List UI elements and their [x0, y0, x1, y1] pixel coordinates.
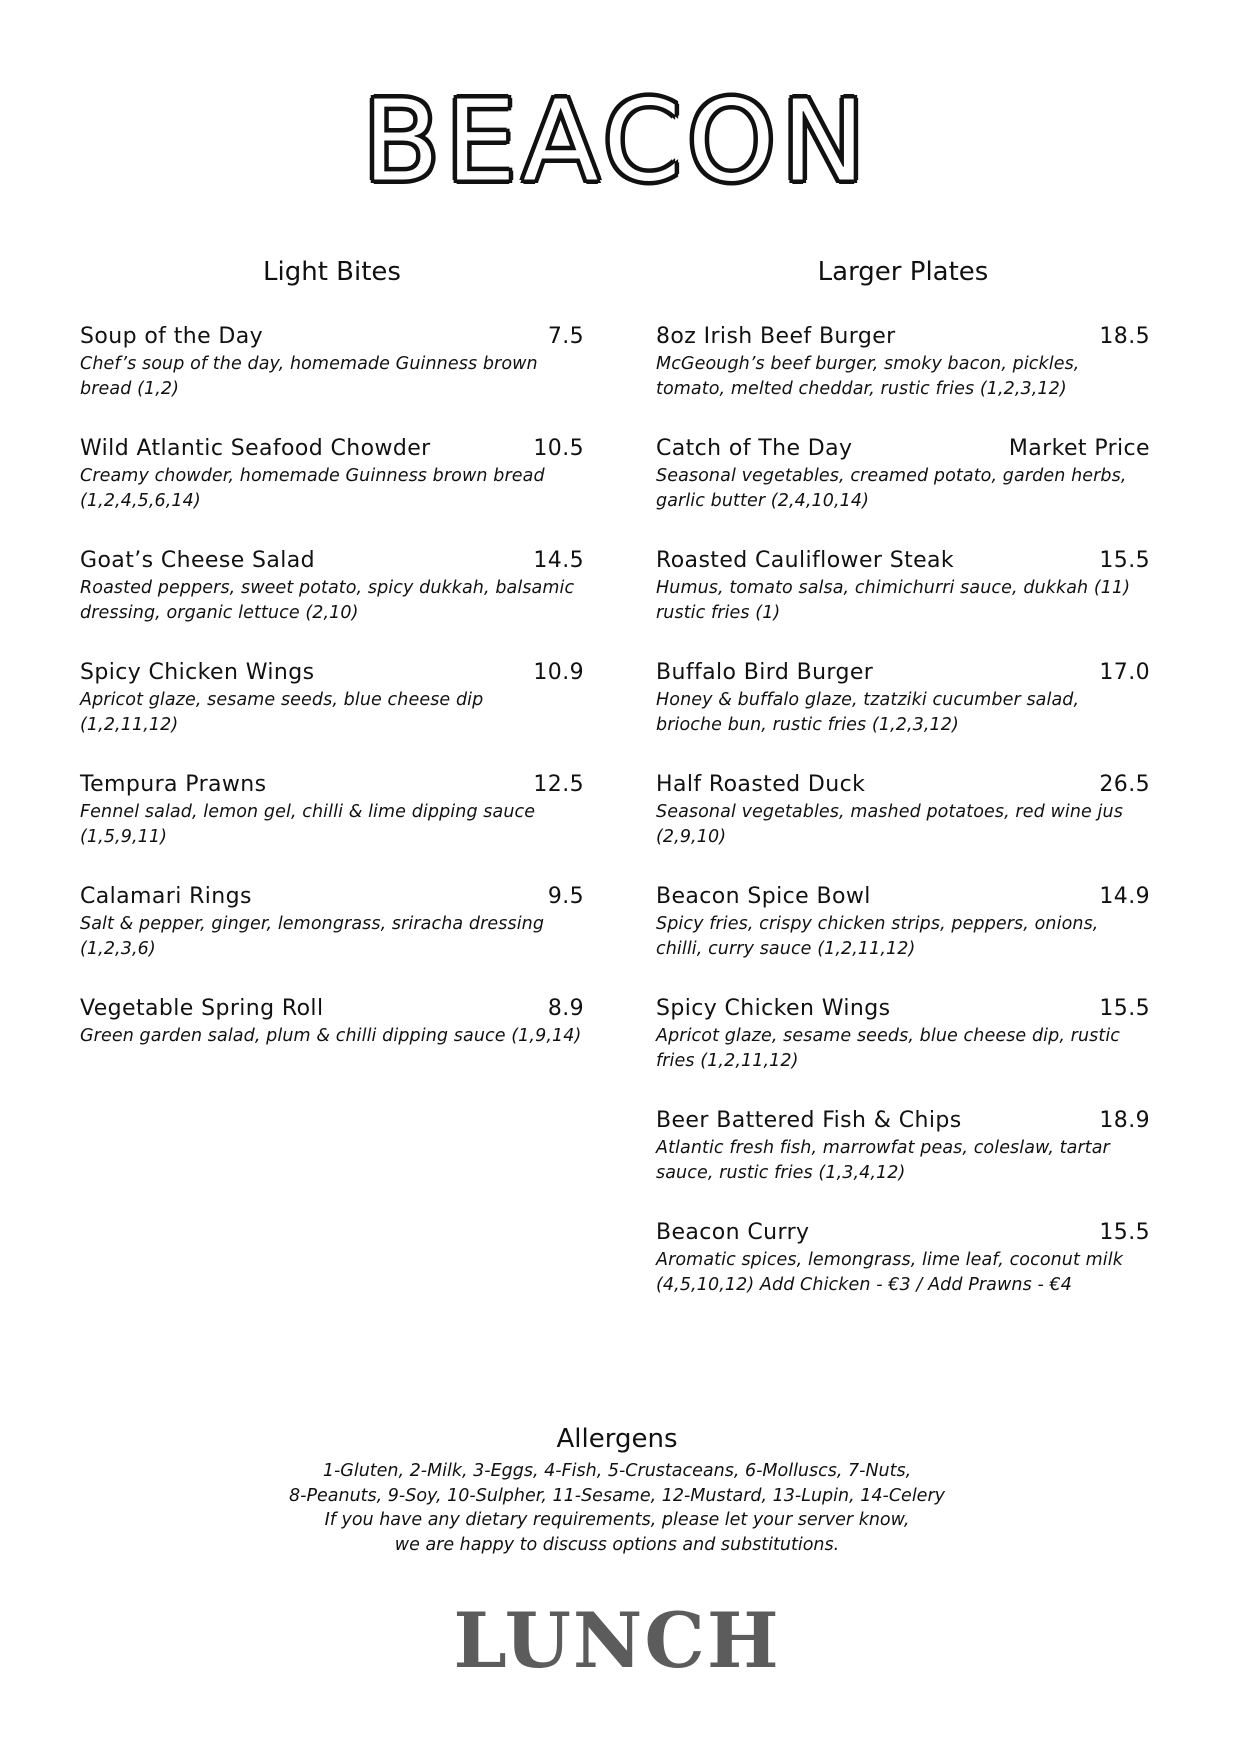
item-name: Half Roasted Duck — [656, 772, 866, 797]
item-price: Market Price — [1008, 436, 1150, 461]
item-name: Spicy Chicken Wings — [80, 660, 315, 685]
allergens-line: we are happy to discuss options and substitutions. — [394, 1534, 840, 1555]
item-description: Fennel salad, lemon gel, chilli & lime dipping sauce (1,5,9,11) — [80, 802, 536, 847]
item-name: Buffalo Bird Burger — [656, 660, 874, 685]
item-description: Aromatic spices, lemongrass, lime leaf, coconut milk (4,5,10,12) Add Chicken - €3 / Add Prawns - €4 — [656, 1250, 1123, 1295]
allergens-line: 1-Gluten, 2-Milk, 3-Eggs, 4-Fish, 5-Crustaceans, 6-Molluscs, 7-Nuts, — [322, 1461, 912, 1481]
item-price: 14.5 — [533, 548, 584, 573]
item-description: Seasonal vegetables, creamed potato, garden herbs, garlic butter (2,4,10,14) — [656, 466, 1127, 511]
brand-logo: BEACON — [362, 77, 872, 207]
item-name: 8oz Irish Beef Burger — [656, 324, 896, 349]
item-description: Roasted peppers, sweet potato, spicy dukkah, balsamic dressing, organic lettuce (2,10) — [80, 578, 575, 623]
menu-item — [80, 883, 584, 961]
item-price: 15.5 — [1099, 548, 1150, 573]
item-description: Creamy chowder, homemade Guinness brown bread (1,2,4,5,6,14) — [80, 466, 545, 511]
menu-item — [80, 659, 584, 737]
item-price: 15.5 — [1099, 996, 1150, 1021]
item-price: 14.9 — [1099, 884, 1150, 909]
menu-item — [80, 323, 584, 401]
item-description: Humus, tomato salsa, chimichurri sauce, dukkah (11) rustic fries (1) — [656, 578, 1131, 623]
item-price: 9.5 — [547, 884, 584, 909]
menu-item — [80, 547, 584, 625]
item-name: Beacon Spice Bowl — [656, 884, 871, 909]
item-price: 18.5 — [1099, 324, 1150, 349]
item-description: McGeough’s beef burger, smoky bacon, pickles, tomato, melted cheddar, rustic fries (1,2,3,12) — [656, 354, 1080, 399]
item-description: Chef’s soup of the day, homemade Guinness brown bread (1,2) — [80, 354, 538, 399]
item-price: 8.9 — [547, 996, 584, 1021]
item-name: Spicy Chicken Wings — [656, 996, 891, 1021]
item-description: Apricot glaze, sesame seeds, blue cheese dip (1,2,11,12) — [80, 690, 484, 735]
menu-item — [656, 659, 1150, 737]
menu-item — [656, 995, 1150, 1073]
item-name: Roasted Cauliflower Steak — [656, 548, 955, 573]
item-description: Seasonal vegetables, mashed potatoes, red wine jus (2,9,10) — [656, 802, 1123, 847]
item-name: Calamari Rings — [80, 884, 252, 909]
item-description: Honey & buffalo glaze, tzatziki cucumber salad, brioche bun, rustic fries (1,2,3,12) — [656, 690, 1080, 735]
menu-item — [656, 883, 1150, 961]
item-description: Apricot glaze, sesame seeds, blue cheese dip, rustic fries (1,2,11,12) — [656, 1026, 1121, 1071]
allergens-line: If you have any dietary requirements, please let your server know, — [324, 1510, 910, 1530]
item-price: 17.0 — [1099, 660, 1150, 685]
item-name: Vegetable Spring Roll — [80, 996, 324, 1021]
item-name: Wild Atlantic Seafood Chowder — [80, 436, 431, 461]
item-name: Beer Battered Fish & Chips — [656, 1108, 962, 1133]
section-title-light-bites: Light Bites — [263, 257, 401, 287]
item-price: 10.5 — [533, 436, 584, 461]
item-name: Goat’s Cheese Salad — [80, 548, 316, 573]
item-description: Spicy fries, crispy chicken strips, peppers, onions, chilli, curry sauce (1,2,11,12) — [656, 914, 1099, 959]
menu-item — [80, 771, 584, 849]
section-title-larger-plates: Larger Plates — [817, 257, 989, 287]
menu-item — [80, 435, 584, 513]
allergens-title: Allergens — [556, 1424, 678, 1454]
item-price: 15.5 — [1099, 1220, 1150, 1245]
menu-item — [656, 435, 1150, 513]
item-price: 7.5 — [547, 324, 584, 349]
menu-item — [656, 323, 1150, 401]
item-name: Catch of The Day — [656, 436, 853, 461]
item-name: Beacon Curry — [656, 1220, 810, 1245]
item-price: 26.5 — [1099, 772, 1150, 797]
menu-item — [656, 547, 1150, 625]
item-price: 10.9 — [533, 660, 584, 685]
allergens-line: 8-Peanuts, 9-Soy, 10-Sulpher, 11-Sesame, 12-Mustard, 13-Lupin, 14-Celery — [289, 1485, 945, 1506]
item-description: Salt & pepper, ginger, lemongrass, sriracha dressing (1,2,3,6) — [80, 914, 545, 959]
menu-item — [656, 1219, 1150, 1297]
item-price: 12.5 — [533, 772, 584, 797]
item-name: Tempura Prawns — [80, 772, 267, 797]
larger-plates-section — [656, 255, 1150, 1331]
allergens-section — [0, 1422, 1234, 1557]
footer-lunch-title: LUNCH — [453, 1596, 781, 1685]
menu-item — [656, 1107, 1150, 1185]
menu-item — [80, 995, 584, 1049]
light-bites-section — [80, 255, 584, 1083]
menu-item — [656, 771, 1150, 849]
item-price: 18.9 — [1099, 1108, 1150, 1133]
item-description: Green garden salad, plum & chilli dipping sauce (1,9,14) — [80, 1026, 582, 1046]
item-name: Soup of the Day — [80, 324, 264, 349]
item-description: Atlantic fresh fish, marrowfat peas, coleslaw, tartar sauce, rustic fries (1,3,4,12) — [656, 1138, 1110, 1183]
